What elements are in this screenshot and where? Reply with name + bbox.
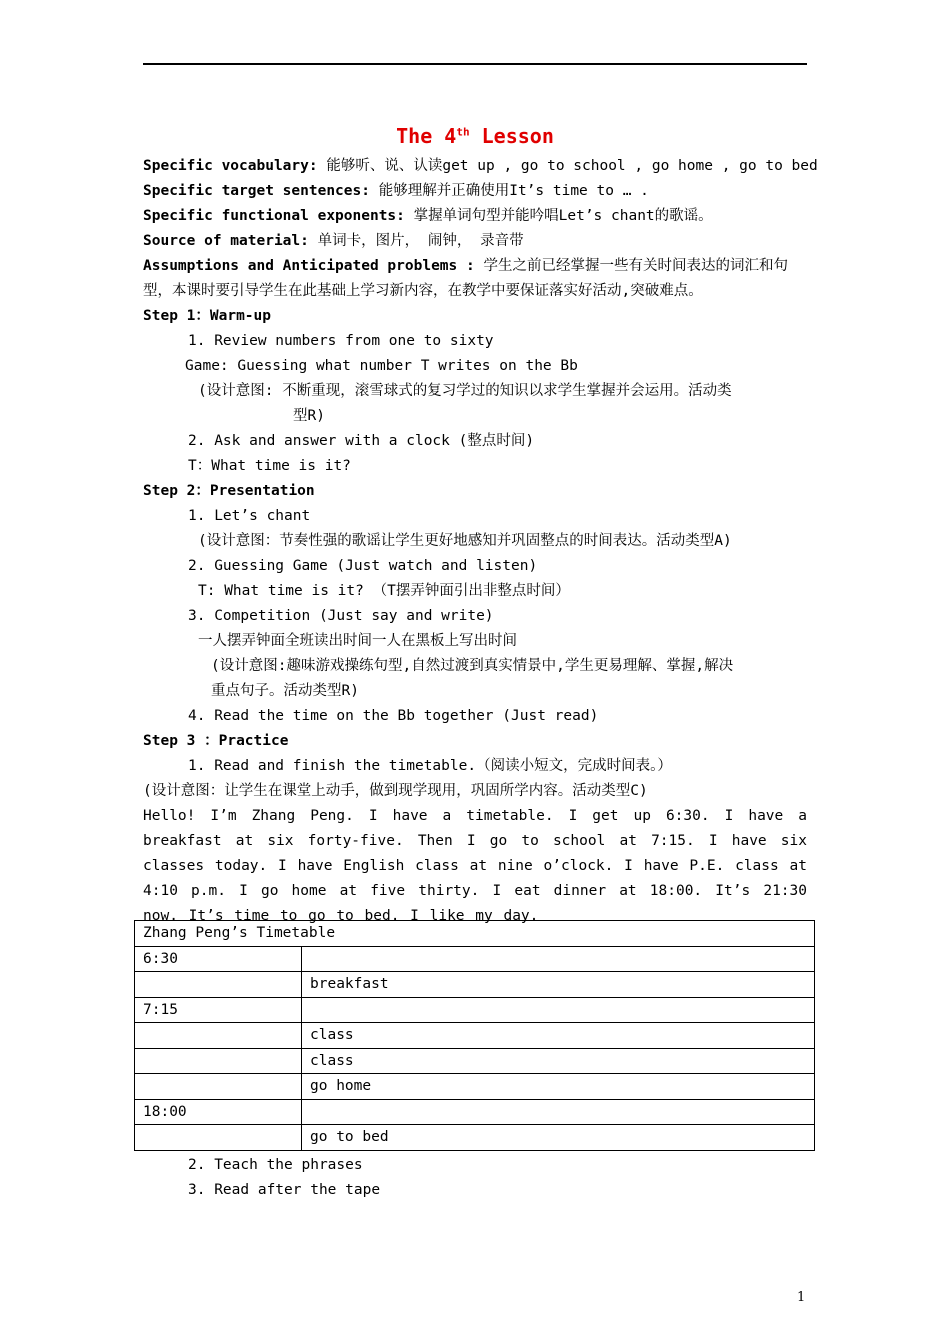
step1-design-a: (设计意图: 不断重现，滚雪球式的复习学过的知识以求学生掌握并会运用。活动类 xyxy=(198,383,732,399)
timetable xyxy=(134,920,815,1151)
step3-heading: Step 3 ：Practice xyxy=(143,733,289,749)
exponents-line xyxy=(143,204,807,229)
vocabulary-label: Specific vocabulary: xyxy=(143,158,318,174)
step2-dialog: T: What time is it? （T摆弄钟面引出非整点时间） xyxy=(198,583,570,599)
timetable-row xyxy=(135,1048,815,1074)
timetable-activity-cell[interactable]: class xyxy=(302,1023,815,1049)
sentences-label: Specific target sentences: xyxy=(143,183,370,199)
timetable-row xyxy=(135,946,815,972)
step2-design3-b: 重点句子。活动类型R) xyxy=(211,683,359,699)
step2-design1: (设计意图：节奏性强的歌谣让学生更好地感知并巩固整点的时间表达。活动类型A) xyxy=(198,533,732,549)
step3-item3: 3. Read after the tape xyxy=(188,1182,381,1198)
timetable-time-cell[interactable]: 6:30 xyxy=(135,946,302,972)
header-rule xyxy=(143,63,807,65)
step2-design3-a: (设计意图:趣味游戏操练句型,自然过渡到真实情景中,学生更易理解、掌握,解决 xyxy=(211,658,734,674)
source-text: 单词卡，图片， 闹钟， 录音带 xyxy=(308,233,524,249)
step2-item4: 4. Read the time on the Bb together (Just read) xyxy=(188,708,599,724)
step1-game: Game: Guessing what number T writes on the Bb xyxy=(185,358,578,374)
title-suffix: Lesson xyxy=(469,124,554,148)
title-superscript: th xyxy=(456,125,470,139)
step3-followup xyxy=(143,1153,807,1203)
timetable-activity-cell[interactable]: go home xyxy=(302,1074,815,1100)
page-number: 1 xyxy=(797,1290,806,1305)
timetable-row xyxy=(135,1099,815,1125)
timetable-row xyxy=(135,1074,815,1100)
timetable-time-cell[interactable] xyxy=(135,1074,302,1100)
step1-item1: 1. Review numbers from one to sixty xyxy=(188,333,494,349)
step1-design-b: 型R) xyxy=(293,408,325,424)
step1-heading: Step 1：Warm-up xyxy=(143,308,271,324)
step2-heading: Step 2：Presentation xyxy=(143,483,315,499)
timetable-row xyxy=(135,1023,815,1049)
timetable-row xyxy=(135,972,815,998)
timetable-row xyxy=(135,997,815,1023)
lesson-title xyxy=(143,120,807,152)
exponents-label: Specific functional exponents: xyxy=(143,208,405,224)
step3-design1: (设计意图：让学生在课堂上动手，做到现学现用，巩固所学内容。活动类型C) xyxy=(143,783,648,799)
step2-item1: 1. Let’s chant xyxy=(188,508,311,524)
step2-item2: 2. Guessing Game (Just watch and listen) xyxy=(188,558,538,574)
timetable-time-cell[interactable] xyxy=(135,972,302,998)
source-label: Source of material: xyxy=(143,233,309,249)
timetable-time-cell[interactable] xyxy=(135,1023,302,1049)
step2-item3: 3. Competition (Just say and write) xyxy=(188,608,494,624)
timetable-time-cell[interactable] xyxy=(135,1048,302,1074)
step1-item2: 2. Ask and answer with a clock (整点时间) xyxy=(188,433,535,449)
exponents-text: 掌握单词句型并能吟唱Let’s chant的歌谣。 xyxy=(404,208,713,224)
lesson-document xyxy=(143,120,818,929)
timetable-activity-cell[interactable] xyxy=(302,946,815,972)
timetable-row xyxy=(135,1125,815,1151)
step2-desc3: 一人摆弄钟面全班读出时间一人在黑板上写出时间 xyxy=(198,633,517,649)
vocabulary-text: 能够听、说、认读get up , go to school , go home , go to bed xyxy=(317,158,818,174)
timetable-activity-cell[interactable]: class xyxy=(302,1048,815,1074)
timetable-time-cell[interactable]: 18:00 xyxy=(135,1099,302,1125)
timetable-header-row xyxy=(135,921,815,947)
timetable-activity-cell[interactable] xyxy=(302,1099,815,1125)
timetable-time-cell[interactable]: 7:15 xyxy=(135,997,302,1023)
assumptions-paragraph xyxy=(143,254,807,304)
timetable-header: Zhang Peng’s Timetable xyxy=(135,921,815,947)
step3-item1: 1. Read and finish the timetable.（阅读小短文，完成时间表。） xyxy=(188,758,672,774)
assumptions-text: 学生之前已经掌握一些有关时间表达的词汇和句型，本课时要引导学生在此基础上学习新内容，在教学中要保证落实好活动,突破难点。 xyxy=(143,258,788,299)
title-text: The 4 xyxy=(396,124,457,148)
step3-item2: 2. Teach the phrases xyxy=(188,1157,363,1173)
timetable-activity-cell[interactable]: go to bed xyxy=(302,1125,815,1151)
sentences-line xyxy=(143,179,807,204)
timetable-time-cell[interactable] xyxy=(135,1125,302,1151)
step3-passage: Hello! I’m Zhang Peng. I have a timetable. I get up 6:30. I have a breakfast at six forty-five. Then I go to school at 7:15. I have six classes today. I have English class at nine o’clock. I have P.E. class at 4:10 p.m. I go home at five thirty. I eat dinner at 18:00. It’s 21:30 now. It’s time to go to bed. I like my day. xyxy=(143,808,807,924)
source-line xyxy=(143,229,807,254)
assumptions-label: Assumptions and Anticipated problems : xyxy=(143,258,475,274)
timetable-activity-cell[interactable] xyxy=(302,997,815,1023)
sentences-text: 能够理解并正确使用It’s time to … . xyxy=(369,183,649,199)
timetable-activity-cell[interactable]: breakfast xyxy=(302,972,815,998)
vocabulary-line xyxy=(143,154,818,179)
step1-dialog: T：What time is it? xyxy=(188,458,351,474)
